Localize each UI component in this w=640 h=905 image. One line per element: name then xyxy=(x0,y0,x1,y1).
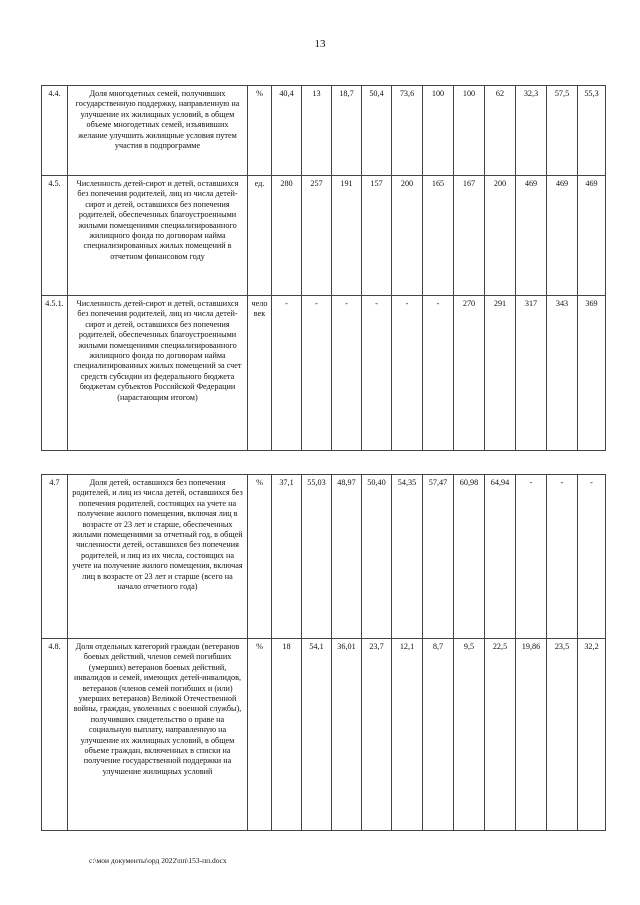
page-number: 13 xyxy=(314,38,326,50)
value-cell: 165 xyxy=(423,176,454,296)
row-unit: % xyxy=(248,475,272,639)
value-cell: 50,4 xyxy=(362,86,392,176)
table-row xyxy=(42,296,606,451)
value-cell: 200 xyxy=(485,176,516,296)
value-cell: - xyxy=(392,296,423,451)
row-unit: % xyxy=(248,86,272,176)
value-cell: 469 xyxy=(547,176,578,296)
value-cell: 23,5 xyxy=(547,639,578,831)
value-cell: 54,35 xyxy=(392,475,423,639)
indicators-table-2 xyxy=(41,474,606,831)
value-cell: 57,5 xyxy=(547,86,578,176)
value-cell: 270 xyxy=(454,296,485,451)
value-cell: 55,3 xyxy=(578,86,606,176)
value-cell: 36,01 xyxy=(332,639,362,831)
value-cell: 157 xyxy=(362,176,392,296)
value-cell: 369 xyxy=(578,296,606,451)
row-description: Доля детей, оставшихся без попечения родителей, и лиц из числа детей, оставшихся без попечения родителей, состоящих на учете на получение жилого помещения, включая лиц в возрасте от 23 лет и старше, обеспеченных жилыми помещениями за отчетный год, в общей численности детей, оставшихся без попечения родителей, и лиц из их числа, состоящих на учете на получение жилого помещения, включая лиц в возрасте от 23 лет и старше (всего на начало отчетного года) xyxy=(68,475,248,639)
table-row xyxy=(42,639,606,831)
row-number: 4.4. xyxy=(42,86,68,176)
value-cell: 291 xyxy=(485,296,516,451)
value-cell: 23,7 xyxy=(362,639,392,831)
value-cell: 62 xyxy=(485,86,516,176)
value-cell: 12,1 xyxy=(392,639,423,831)
value-cell: 19,86 xyxy=(516,639,547,831)
value-cell: 40,4 xyxy=(272,86,302,176)
value-cell: 8,7 xyxy=(423,639,454,831)
value-cell: 257 xyxy=(302,176,332,296)
row-number: 4.7 xyxy=(42,475,68,639)
row-number: 4.5. xyxy=(42,176,68,296)
value-cell: 469 xyxy=(578,176,606,296)
value-cell: 37,1 xyxy=(272,475,302,639)
value-cell: 48,97 xyxy=(332,475,362,639)
value-cell: 469 xyxy=(516,176,547,296)
row-unit: чело век xyxy=(248,296,272,451)
value-cell: 317 xyxy=(516,296,547,451)
row-description: Доля отдельных категорий граждан (ветеранов боевых действий, членов семей погибших (умерших) ветеранов боевых действий, инвалидов и семей, имеющих детей-инвалидов, ветеранов (членов семей погибших и (или) умерших ветеранов) Великой Отечественной войны, граждан, уволенных с военной службы), получивших свидетельство о праве на социальную выплату, направленную на улучшение их жилищных условий, в общем объеме граждан, включенных в списки на получение государственной поддержки на улучшение жилищных условий xyxy=(68,639,248,831)
table-row xyxy=(42,475,606,639)
value-cell: 54,1 xyxy=(302,639,332,831)
value-cell: 343 xyxy=(547,296,578,451)
row-number: 4.8. xyxy=(42,639,68,831)
table-row xyxy=(42,86,606,176)
row-unit: % xyxy=(248,639,272,831)
value-cell: 200 xyxy=(392,176,423,296)
value-cell: 191 xyxy=(332,176,362,296)
value-cell: - xyxy=(578,475,606,639)
row-unit: ед. xyxy=(248,176,272,296)
row-description: Численность детей-сирот и детей, оставшихся без попечения родителей, лиц из числа детей-сирот и детей, оставшихся без попечения родителей, обеспеченных благоустроенными жилыми помещениями специализированного жилищного фонда по договорам найма специализированных жилых помещений за счет средств субсидии из федерального бюджета бюджетам субъектов Российской Федерации (нарастающим итогом) xyxy=(68,296,248,451)
value-cell: - xyxy=(302,296,332,451)
value-cell: 18 xyxy=(272,639,302,831)
value-cell: 280 xyxy=(272,176,302,296)
value-cell: - xyxy=(547,475,578,639)
value-cell: 73,6 xyxy=(392,86,423,176)
row-description: Численность детей-сирот и детей, оставшихся без попечения родителей, лиц из числа детей-сирот и детей, оставшихся без попечения родителей, обеспеченных благоустроенными жилыми помещениями специализированного жилищного фонда по договорам найма специализированных жилых помещений в отчетном финансовом году xyxy=(68,176,248,296)
value-cell: - xyxy=(516,475,547,639)
value-cell: 100 xyxy=(423,86,454,176)
file-path-footer: c:\мои документы\орд 2022\пп\153-пп.docx xyxy=(89,856,227,865)
value-cell: 167 xyxy=(454,176,485,296)
value-cell: 55,03 xyxy=(302,475,332,639)
value-cell: 100 xyxy=(454,86,485,176)
value-cell: 64,94 xyxy=(485,475,516,639)
value-cell: - xyxy=(332,296,362,451)
value-cell: 50,40 xyxy=(362,475,392,639)
indicators-table-1 xyxy=(41,85,606,451)
value-cell: 13 xyxy=(302,86,332,176)
value-cell: - xyxy=(423,296,454,451)
row-description: Доля многодетных семей, получивших государственную поддержку, направленную на улучшение их жилищных условий, в общем объеме многодетных семей, изъявивших желание улучшить жилищные условия путем участия в подпрограмме xyxy=(68,86,248,176)
row-number: 4.5.1. xyxy=(42,296,68,451)
value-cell: 60,98 xyxy=(454,475,485,639)
value-cell: - xyxy=(272,296,302,451)
table-row xyxy=(42,176,606,296)
value-cell: 9,5 xyxy=(454,639,485,831)
value-cell: - xyxy=(362,296,392,451)
value-cell: 22,5 xyxy=(485,639,516,831)
value-cell: 57,47 xyxy=(423,475,454,639)
value-cell: 32,3 xyxy=(516,86,547,176)
value-cell: 18,7 xyxy=(332,86,362,176)
value-cell: 32,2 xyxy=(578,639,606,831)
